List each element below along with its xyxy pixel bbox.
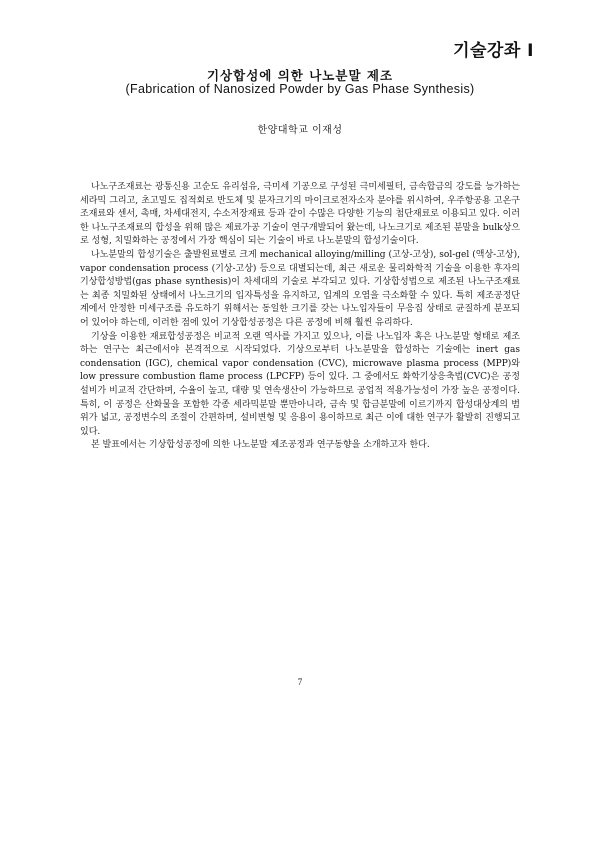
author-affiliation: 한양대학교 이재성 bbox=[257, 125, 343, 136]
title-korean: 기상합성에 의한 나노분말 제조 bbox=[206, 68, 394, 83]
paragraph-3: 기상을 이용한 재료합성공정은 비교적 오랜 역사를 가지고 있으나, 이를 나노입자 혹은 나노분말 형태로 제조하는 연구는 최근에서야 본격적으로 시작되었다. 기상으로부터 나노분말을 합성하는 기술에는 inert gas condensation (IGC), chemical vapor condensation (CVC), microwave plasma process (MPP)와 low pressure combustion flame process (LPCFP) 등이 있다. 그 중에서도 화학기상응축법(CVC)은 공정설비가 비교적 간단하며, 수율이 높고, 대량 및 연속생산이 가능하므로 공업적 적용가능성이 가장 높은 공정이다. 특히, 이 공정은 산화물을 포함한 각종 세라믹분말 뿐만아니라, 금속 및 합금분말에 이르기까지 합성대상계의 범위가 넓고, 공정변수의 조절이 간편하며, 설비변형 및 응용이 용이하므로 최근 이에 대한 연구가 활발히 진행되고 있다. bbox=[80, 331, 520, 437]
paragraph-1: 나노구조재료는 광통신용 고순도 유리섬유, 극미세 기공으로 구성된 극미세필터, 금속합금의 강도를 능가하는 세라믹 그리고, 초고밀도 집적회로 반도체 및 분자크기의 마이크로전자소자 분야를 위시하여, 우주항공용 고온구조재료와 센서, 촉매, 차세대전지, 수소저장재료 등과 같이 수많은 다양한 기능의 첨단재료로 이용되고 있다. 이러한 나노구조재료의 합성을 위해 많은 제료가공 기술이 연구개발되어 왔는데, 나노크기로 제조된 분말을 bulk상으로 성형, 치밀화하는 공정에서 가장 핵심이 되는 기술이 바로 나노분말의 합성기술이다. bbox=[80, 182, 520, 247]
paragraph-2: 나노분말의 합성기술은 출발원료별로 크게 mechanical alloying/milling (고상-고상), sol-gel (액상-고상), vapor condensation process (기상-고상) 등으로 대별되는데, 최근 새로운 물리화학적 기술을 이용한 후자의 기상합성방법(gas phase synthesis)이 차세대의 기술로 부각되고 있다. 기상합성법으로 제조된 나노구조재료는 최종 치밀화된 상태에서 나노크기의 입자특성을 유지하고, 입계의 오염을 극소화할 수 있다. 특히 제조공정단계에서 안정한 미세구조를 유도하기 위해서는 동일한 크기를 갖는 나노입자들이 무응집 상태로 균질하게 분포되어 있어야 하는데, 이러한 점에 있어 기상합성공정은 다른 공정에 비해 훨씬 유리하다. bbox=[80, 249, 520, 328]
title-english: (Fabrication of Nanosized Powder by Gas Phase Synthesis) bbox=[125, 82, 475, 96]
series-tag: 기술강좌 I bbox=[453, 41, 534, 61]
article-body bbox=[80, 181, 520, 453]
paragraph-4: 본 발표에서는 기상합성공정에 의한 나노분말 제조공정과 연구동향을 소개하고자 한다. bbox=[91, 440, 430, 451]
page-number: 7 bbox=[297, 677, 303, 687]
